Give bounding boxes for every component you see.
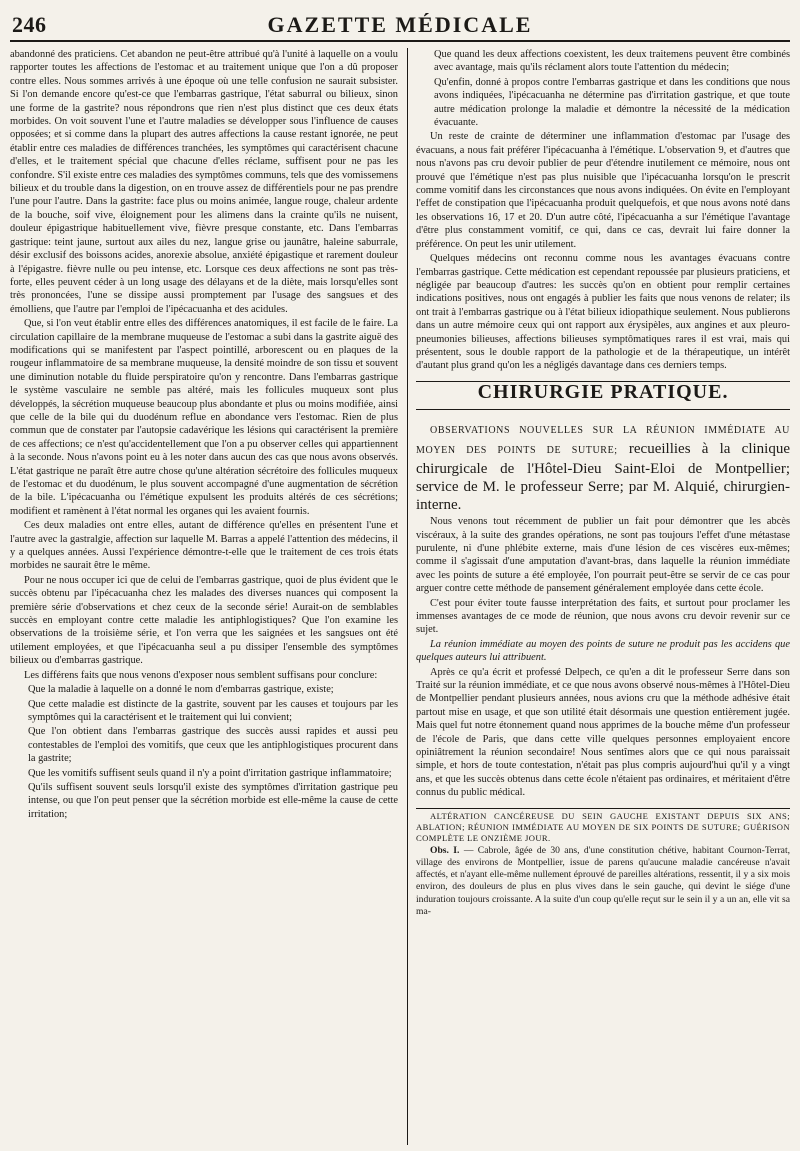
article-heading [416, 420, 790, 514]
right-column [416, 48, 790, 1145]
observation-paragraph [416, 845, 790, 918]
right-column-top [416, 48, 790, 373]
paragraph: Qu'ils suffisent souvent seuls lorsqu'il existe des symptômes d'irritation gastrique peu intense, ou que l'on peut penser que la sécrétion morbide est elle-même la cause de cette irritation; [28, 781, 398, 820]
column-divider [407, 48, 408, 1145]
paragraph: Ces deux maladies ont entre elles, autant de différence qu'elles en présentent l'une et l'autre avec la gastralgie, affection sur laquelle M. Barras a appelé l'attention des médecins, il y a quelques années. Aussi l'expérience démontre-t-elle que le traitement de ces trois états morbides ne saurait être le même. [10, 520, 398, 572]
case-rule [416, 808, 790, 809]
paragraph: abandonné des praticiens. Cet abandon ne peut-être attribué qu'à l'unité à laquelle on a voulu rapporter toutes les affections de l'estomac et au traitement unique que l'on a dû proposer contre elles. Nous sommes arrivés à une époque où une telle confusion ne saurait subsister. Si l'on demande encore qu'est-ce que l'embarras gastrique, l'état saburral ou bilieux, sinon une forme de la gastrite? nous répondrons que rien n'est plus distinct que ces deux états morbides. On voit souvent l'une et l'autre maladies se développer sous l'influence de causes opposées; et si comme dans la plupart des autres affections la cause restant ignorée, ne peut établir entre ces maladies de différences tranchées, les symptômes qui caractérisent chacune d'elles, et le traitement spécial que chacune d'elles réclame, suffisent pour ne pas les confondre. S'il existe entre ces maladies des symptômes communs, tels que des vomissemens bilieux et du trouble dans la digestion, on en trouve assez de différentiels pour ne pas prendre l'une pour l'autre. Dans la gastrite: face plus ou moins animée, langue rouge, chaleur ardente de la bouche, soif vive, éloignement pour les alimens dans la crainte qu'ils ne nuisent, douleur épigastrique habituellement vive, fièvre presque constante, etc. Dans l'embarras gastrique: teint jaune, surtout aux ailes du nez, langue grise ou jaunâtre, haleine saburrale, désir exclusif des boissons acides, anorexie absolue, anxiété épigastique et rarement douleur à l'épigastre. fièvre nulle ou peu intense, etc. Lorsque ces deux affections ne sont pas très-forte, elles peuvent céder à un long usage des délayans et de la diète, mais lorsqu'elles sont très prononcées, l'une se dissipe aussi promptement par l'usage des sangsues et des émolliens, que l'autre par l'emploi de l'ipécacuanha et des acidules. [10, 49, 398, 315]
case-heading: ALTÉRATION CANCÉREUSE DU SEIN GAUCHE EXISTANT DEPUIS SIX ANS; ABLATION; RÉUNION IMMÉDIATE AU MOYEN DE SIX POINTS DE SUTURE; GUÉRISON COMPLÈTE LE ONZIÈME JOUR. [416, 810, 790, 843]
left-column [10, 48, 398, 1145]
article-body [416, 515, 790, 800]
journal-title: GAZETTE MÉDICALE [267, 12, 533, 37]
paragraph: Que cette maladie est distincte de la gastrite, souvent par les causes et toujours par les symptômes qui la caractérisent et le traitement qui lui convient; [28, 698, 398, 723]
paragraph: Pour ne nous occuper ici que de celui de l'embarras gastrique, quoi de plus évident que le succès obtenu par l'ipécacuanha chez les malades des diverses nuances qui composent la première série d'observations et chez ceux de la seconde série! Aurait-on de semblables succès en employant contre cette maladie les antiphlogistiques? Que l'on examine les observations de la troisième série, et l'on verra que les saignées et les sangsues ont été utilement employées, et que l'ipécacuanha seul a pu dissiper l'ensemble des symptômes bilieux ou d'embarras gastrique. [10, 574, 398, 667]
page-header [10, 6, 790, 42]
paragraph: Après ce qu'a écrit et professé Delpech, ce qu'en a dit le professeur Serre dans son Traité sur la réunion immédiate, et ce que nous avons observé nous-mêmes à l'Hôtel-Dieu de Montpellier pendant plusieurs années, nous avions cru que la méthode adhésive était partout mise en usage, et que son utilité était désormais une question entièrement jugée. Mais quel fut notre étonnement quand nous apprimes de la bouche même d'un professeur de l'école de Paris, que dans cette ville quelques personnes employaient encore opiniâtrement la réunion secondaire! Nous sentîmes alors que ce qui nous paraissait simple, et hors de toute contestation, n'était pas plus compris aujourd'hui qu'il y a vingt ans, et que les succès obtenus dans cette école n'étaient pas ordinaires, et méritaient d'être connus du public médical. [416, 666, 790, 799]
article-heading-rest: recueillies à la clinique chirurgicale de l'Hôtel-Dieu Saint-Eloi de Montpellier; service de M. le professeur Serre; par M. Alquié, chirurgien-interne. [416, 441, 790, 514]
paragraph: Que quand les deux affections coexistent, les deux traitemens peuvent être combinés avec avantage, mais qu'ils réclament alors toute l'attention du médecin; [434, 49, 790, 74]
paragraph: La réunion immédiate au moyen des points de suture ne produit pas les accidens que quelques auteurs lui attribuent. [416, 638, 790, 664]
paragraph: Qu'enfin, donné à propos contre l'embarras gastrique et dans les conditions que nous avons indiquées, l'ipécacuanha ne détermine pas d'irritation gastrique, et que toute autre médication prolonge la maladie et démontre la nécessité de la médication évacuante. [434, 76, 790, 129]
paragraph: Que les vomitifs suffisent seuls quand il n'y a point d'irritation gastrique inflammatoire; [28, 767, 392, 779]
section-title: CHIRURGIE PRATIQUE. [477, 380, 729, 403]
section-rule-bottom [416, 409, 790, 410]
observation-label: Obs. I. [430, 844, 460, 856]
paragraph: Les différens faits que nous venons d'exposer nous semblent suffisans pour conclure: [24, 669, 378, 681]
paragraph: Que, si l'on veut établir entre elles des différences anatomiques, il est facile de le faire. La circulation capillaire de la membrane muqueuse de l'estomac a subi dans la gastrite aiguë des modifications qui se manifestent par l'aspect pointillé, arborescent ou en plaques de la rougeur inflammatoire de sa membrane muqueuse, la densité moindre de son tissu et souvent une diminution notable du fluide perspiratoire qu'on y rencontre. Dans l'embarras gastrique le système vasculaire ne semble pas altéré, mais les follicules muqueux sont plus développés, la sécrétion muqueuse beaucoup plus abondante et plus ou moins modifiée, ainsi que celle de la bile qui du duodénum reflue en abondance vers l'estomac. Rien de plus commun que de constater par l'autopsie cadavérique les lésions qui caractérisent la première de ces affections; ce n'est qu'accidentellement que l'on a pu observer celles qui appartiennent à la seconde. Nous n'avons point eu à les noter dans aucun des cas que nous avons observés. L'état gastrique ne paraît être autre chose qu'une altération sécrétoire des follicules muqueux de l'estomac et du duodénum, le plus souvent accompagné d'une augmentation de sécrétion de la bile. L'ipécacuanha ou l'émétique expulsent les produits altérés de ces sécrétions; modifient et ramènent à l'état normal les organes qui les avaient fournis. [10, 318, 398, 517]
paragraph: Quelques médecins ont reconnu comme nous les avantages évacuans contre l'embarras gastrique. Cette médication est cependant repoussée par plusieurs praticiens, et négligée par beaucoup d'autres: les succès qu'on en obtient pour remplir certaines indications positives, nous ont engagés à publier les faits que nous venons de relater; ils ont trait à l'embarras gastrique ou à l'état bilieux idiopathique seulement. Nous publierons dans un autre mémoire ceux qui ont rapport aux érysipèles, aux angines et aux pleuro-pneumonies bilieuses, affections bilieuses symptômatiques rares il est vrai, mais qui présentent, sous le double rapport de la pathologie et de la thérapeutique, un intérêt d'autant plus grand qu'on les a négligés davantage dans ces derniers temps. [416, 253, 790, 372]
paragraph: Que l'on obtient dans l'embarras gastrique des succès aussi rapides et aussi peu contestables de l'emploi des vomitifs, que ceux que les antiphlogistiques procurent dans la gastrite; [28, 726, 398, 765]
paragraph: Un reste de crainte de déterminer une inflammation d'estomac par l'usage des évacuans, a nous fait préférer l'ipécacuanha à l'émétique. L'observation 9, et d'autres que nous n'avons pas cru devoir publier de peur d'étendre inutilement ce mémoire, nous ont prouvé que l'émétique n'est pas plus nuisible que l'ipécacuanha lorsqu'on le prescrit comme vomitif dans les circonstances que nous avons indiquées. On évite en l'employant l'effet de constipation que l'ipécacuanha produit quelquefois, et que nous avons noté dans les observations 16, 17 et 20. D'un autre côté, l'ipécacuanha a sur l'émétique l'avantage d'être plus constamment vomitif, ce qui, dans ce cas, devrait lui faire donner la préférence. On peut les unir utilement. [416, 131, 790, 250]
paragraph: Nous venons tout récemment de publier un fait pour démontrer que les abcès viscéraux, à la suite des grandes opérations, ne sont pas toujours l'effet d'une métastase purulente, ni d'une phlébite externe, mais d'une lésion de ces viscères eux-mêmes; comme il s'agissait d'une amputation d'avant-bras, dans laquelle la réunion immédiate avec les points de suture a été employée, l'on pourrait peut-être se servir de ce cas pour arguer contre cette méthode de pansement généralement employée dans cette école. [416, 516, 790, 595]
paragraph: Que la maladie à laquelle on a donné le nom d'embarras gastrique, existe; [28, 684, 334, 696]
page-number: 246 [12, 12, 47, 37]
article-heading-smallcaps: OBSERVATIONS NOUVELLES SUR LA RÉUNION IMMÉDIATE AU MOYEN DES POINTS DE SUTURE; [416, 425, 790, 457]
observation-text: — Cabrole, âgée de 30 ans, d'une constitution chétive, habitant Cournon-Terrat, village des environs de Montpellier, issue de parens qu'aucune maladie cancéreuse n'avait affectés, et n'ayant elle-même nullement éprouvé de pareilles altérations, ressentit, il y a six mois environ, des douleurs de plus en plus vives dans le sein gauche, qui devint le siége d'une induration toujours croissante. A la suite d'un coup qu'elle reçut sur le sein il y a un an, elle vit sa ma- [416, 844, 790, 917]
paragraph: C'est pour éviter toute fausse interprétation des faits, et surtout pour proclamer les immenses avantages de ce mode de réunion, que nous avons cru devoir revenir sur ce sujet. [416, 597, 790, 636]
